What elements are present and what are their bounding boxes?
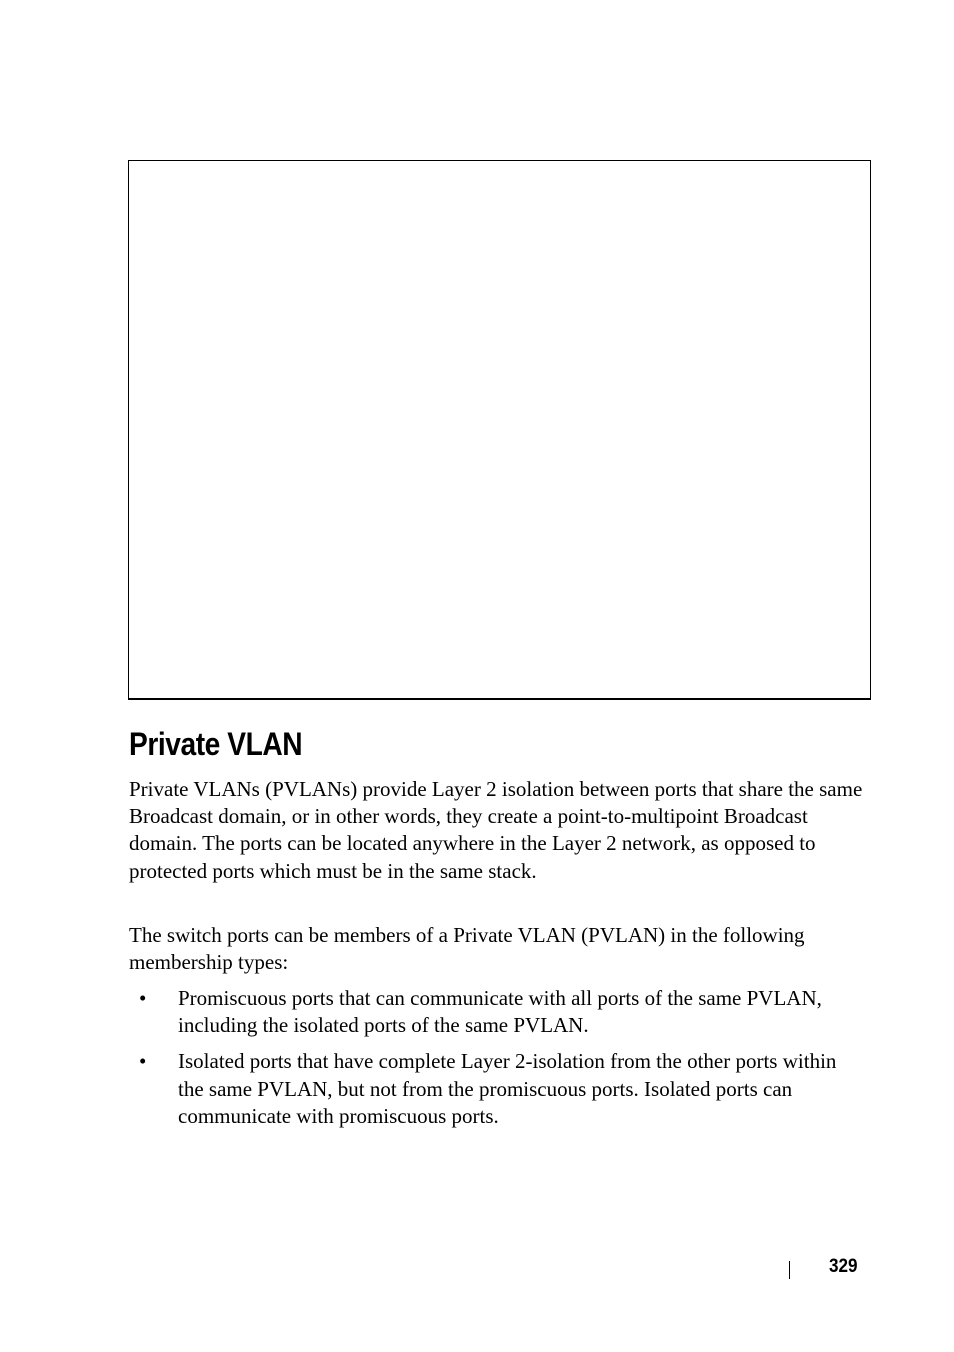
bullet-icon: • xyxy=(139,1049,147,1074)
page-number: 329 xyxy=(829,1256,858,1277)
list-item xyxy=(129,985,864,1039)
membership-type-list xyxy=(129,985,864,1139)
list-item xyxy=(129,1048,864,1130)
figure-frame xyxy=(128,160,871,700)
footer-divider xyxy=(789,1261,790,1279)
section-title: Private VLAN xyxy=(129,726,303,762)
paragraph-membership: The switch ports can be members of a Private VLAN (PVLAN) in the following membership types: xyxy=(129,923,805,975)
list-item-text: Promiscuous ports that can communicate with all ports of the same PVLAN, including the isolated ports of the same PVLAN. xyxy=(178,986,822,1038)
paragraph-intro: Private VLANs (PVLANs) provide Layer 2 isolation between ports that share the same Broadcast domain, or in other words, they create a point-to-multipoint Broadcast domain. The ports can be located anywhere in the Layer 2 network, as opposed to protected ports which must be in the same stack. xyxy=(129,777,863,883)
bullet-icon: • xyxy=(139,986,147,1010)
list-item-text: Isolated ports that have complete Layer 2-isolation from the other ports within the same PVLAN, but not from the promiscuous ports. Isolated ports can communicate with promiscuous ports. xyxy=(178,1049,837,1128)
